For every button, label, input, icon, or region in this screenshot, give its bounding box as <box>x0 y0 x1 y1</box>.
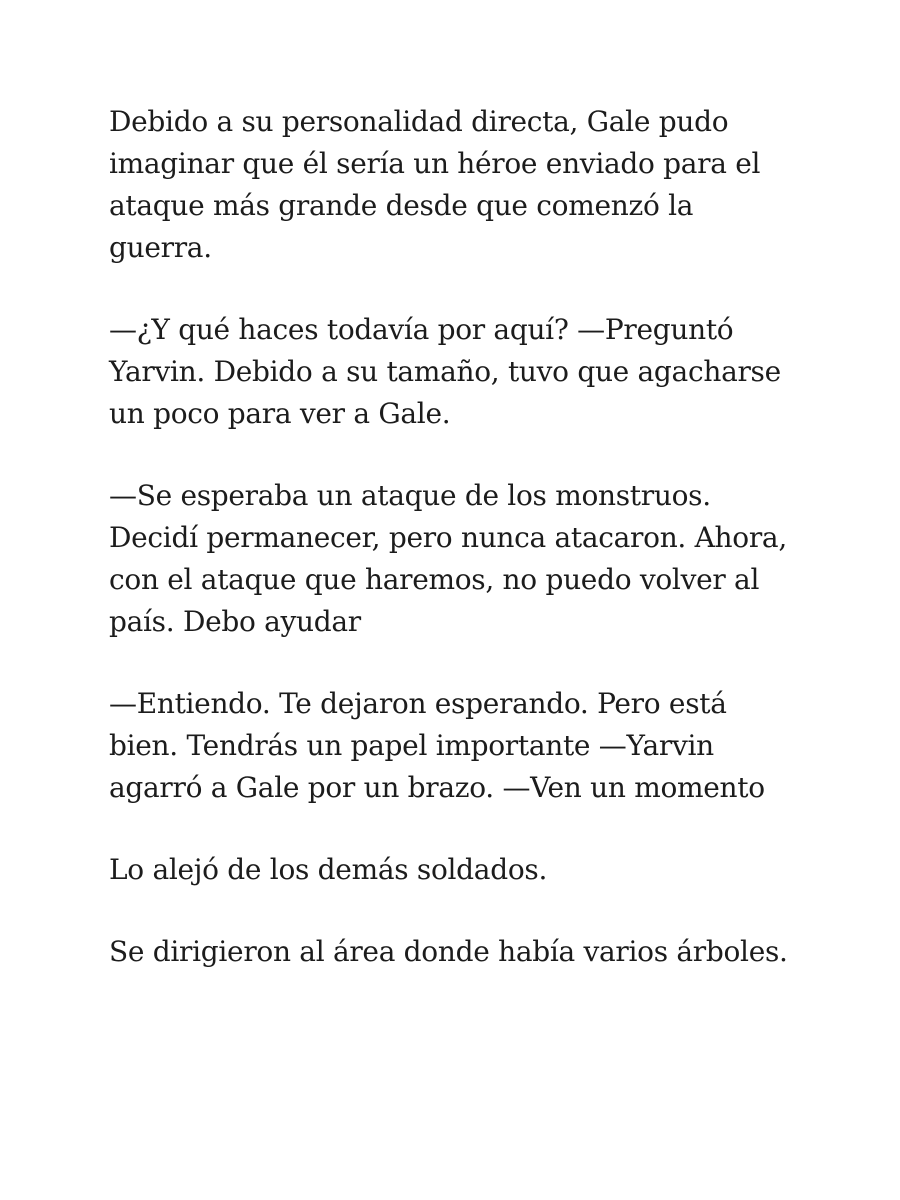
text-line: guerra. <box>109 231 212 264</box>
paragraph-5 <box>109 849 809 891</box>
text-line: Se dirigieron al área donde había varios árboles. <box>109 935 788 968</box>
text-line: imaginar que él sería un héroe enviado para el <box>109 147 761 180</box>
paragraph-6 <box>109 931 809 973</box>
document-body <box>109 101 809 1013</box>
text-line: agarró a Gale por un brazo. —Ven un momento <box>109 771 765 804</box>
text-line: bien. Tendrás un papel importante —Yarvin <box>109 729 714 762</box>
paragraph-2 <box>109 309 809 435</box>
text-line: Lo alejó de los demás soldados. <box>109 853 548 886</box>
paragraph-1 <box>109 101 809 269</box>
paragraph-3 <box>109 475 809 643</box>
text-line: —¿Y qué haces todavía por aquí? —Preguntó <box>109 313 734 346</box>
text-line: Decidí permanecer, pero nunca atacaron. Ahora, <box>109 521 787 554</box>
paragraph-4 <box>109 683 809 809</box>
text-line: —Entiendo. Te dejaron esperando. Pero está <box>109 687 727 720</box>
text-line: ataque más grande desde que comenzó la <box>109 189 694 222</box>
text-line: con el ataque que haremos, no puedo volver al <box>109 563 760 596</box>
text-line: Debido a su personalidad directa, Gale pudo <box>109 105 729 138</box>
text-line: país. Debo ayudar <box>109 605 361 638</box>
text-line: Yarvin. Debido a su tamaño, tuvo que agacharse <box>109 355 781 388</box>
text-line: —Se esperaba un ataque de los monstruos. <box>109 479 711 512</box>
text-line: un poco para ver a Gale. <box>109 397 451 430</box>
